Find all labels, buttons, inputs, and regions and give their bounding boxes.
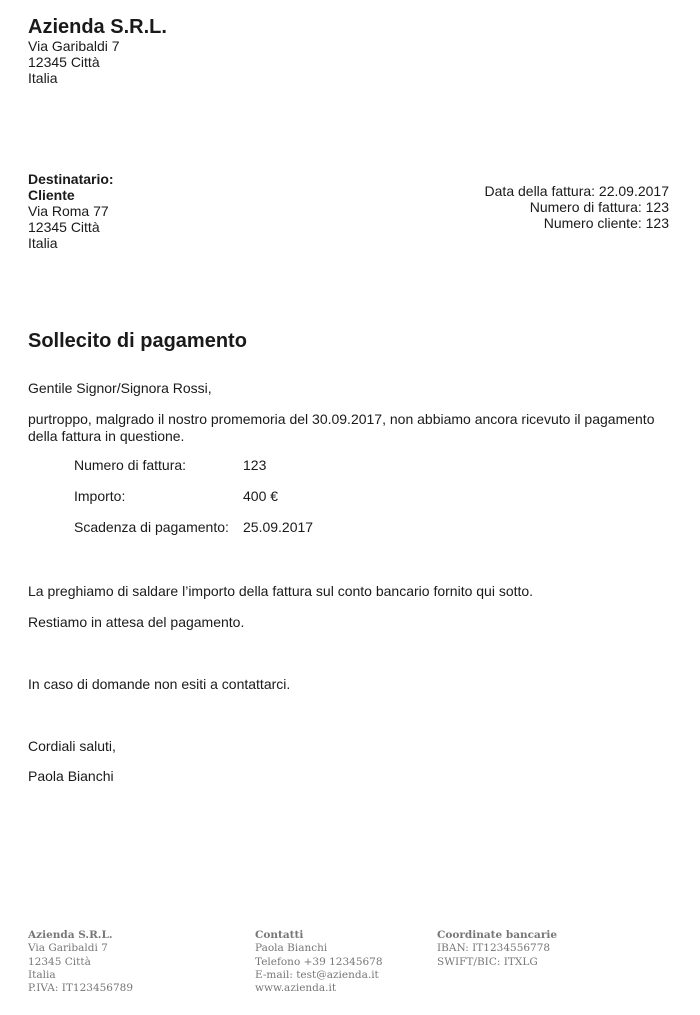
- letter-title: Sollecito di pagamento: [28, 330, 247, 352]
- detail-row: [74, 457, 313, 488]
- customer-number: Numero cliente: 123: [543, 215, 669, 231]
- detail-value: 400 €: [243, 488, 279, 504]
- footer-line: SWIFT/BIC: ITXLG: [437, 955, 538, 968]
- detail-value: 123: [243, 457, 267, 473]
- recipient-label: Destinatario:: [28, 171, 114, 187]
- invoice-meta: [485, 183, 669, 231]
- sender-city: 12345 Città: [28, 54, 100, 70]
- footer-line: P.IVA: IT123456789: [28, 982, 134, 995]
- detail-value: 25.09.2017: [243, 519, 314, 535]
- recipient-country: Italia: [28, 235, 58, 251]
- sender-address: [28, 16, 167, 86]
- footer-line: Telefono +39 12345678: [255, 955, 383, 968]
- questions-note: In caso di domande non esiti a contattarci.: [28, 676, 291, 692]
- footer-bank: [437, 929, 557, 969]
- footer-line: 12345 Città: [28, 955, 91, 968]
- footer-email[interactable]: E-mail: test@azienda.it: [255, 968, 379, 981]
- footer-line: Via Garibaldi 7: [28, 942, 108, 955]
- intro-paragraph: purtroppo, malgrado il nostro promemoria del 30.09.2017, non abbiamo ancora ricevuto il pagamento della fattura in questione.: [28, 411, 655, 444]
- waiting-note: Restiamo in attesa del pagamento.: [28, 614, 245, 630]
- detail-label: Importo:: [74, 488, 126, 504]
- sender-country: Italia: [28, 70, 58, 86]
- footer-company: [28, 929, 133, 995]
- footer-bank-heading: Coordinate bancarie: [437, 929, 558, 941]
- detail-row: [74, 519, 313, 550]
- recipient-name: Cliente: [28, 187, 75, 203]
- sender-street: Via Garibaldi 7: [28, 38, 120, 54]
- payment-request: La preghiamo di saldare l’importo della fattura sul conto bancario fornito qui sotto.: [28, 583, 534, 599]
- signature: Paola Bianchi: [28, 768, 114, 784]
- recipient-street: Via Roma 77: [28, 203, 109, 219]
- closing: Cordiali saluti,: [28, 738, 116, 754]
- footer-line: IBAN: IT1234556778: [437, 942, 551, 955]
- detail-label: Numero di fattura:: [74, 457, 187, 473]
- footer-contacts: [255, 929, 383, 995]
- invoice-date: Data della fattura: 22.09.2017: [484, 183, 669, 199]
- footer-line: Italia: [28, 968, 56, 981]
- recipient-address: [28, 171, 114, 251]
- invoice-details: [74, 457, 313, 550]
- detail-label: Scadenza di pagamento:: [74, 519, 229, 535]
- salutation: Gentile Signor/Signora Rossi,: [28, 380, 212, 396]
- footer-line: Paola Bianchi: [255, 942, 328, 955]
- sender-company-name: Azienda S.R.L.: [28, 16, 167, 38]
- invoice-number: Numero di fattura: 123: [529, 199, 669, 215]
- recipient-city: 12345 Città: [28, 219, 100, 235]
- detail-row: [74, 488, 313, 519]
- footer-contacts-heading: Contatti: [255, 929, 304, 941]
- footer-website[interactable]: www.azienda.it: [255, 982, 337, 995]
- footer-company-heading: Azienda S.R.L.: [28, 929, 113, 941]
